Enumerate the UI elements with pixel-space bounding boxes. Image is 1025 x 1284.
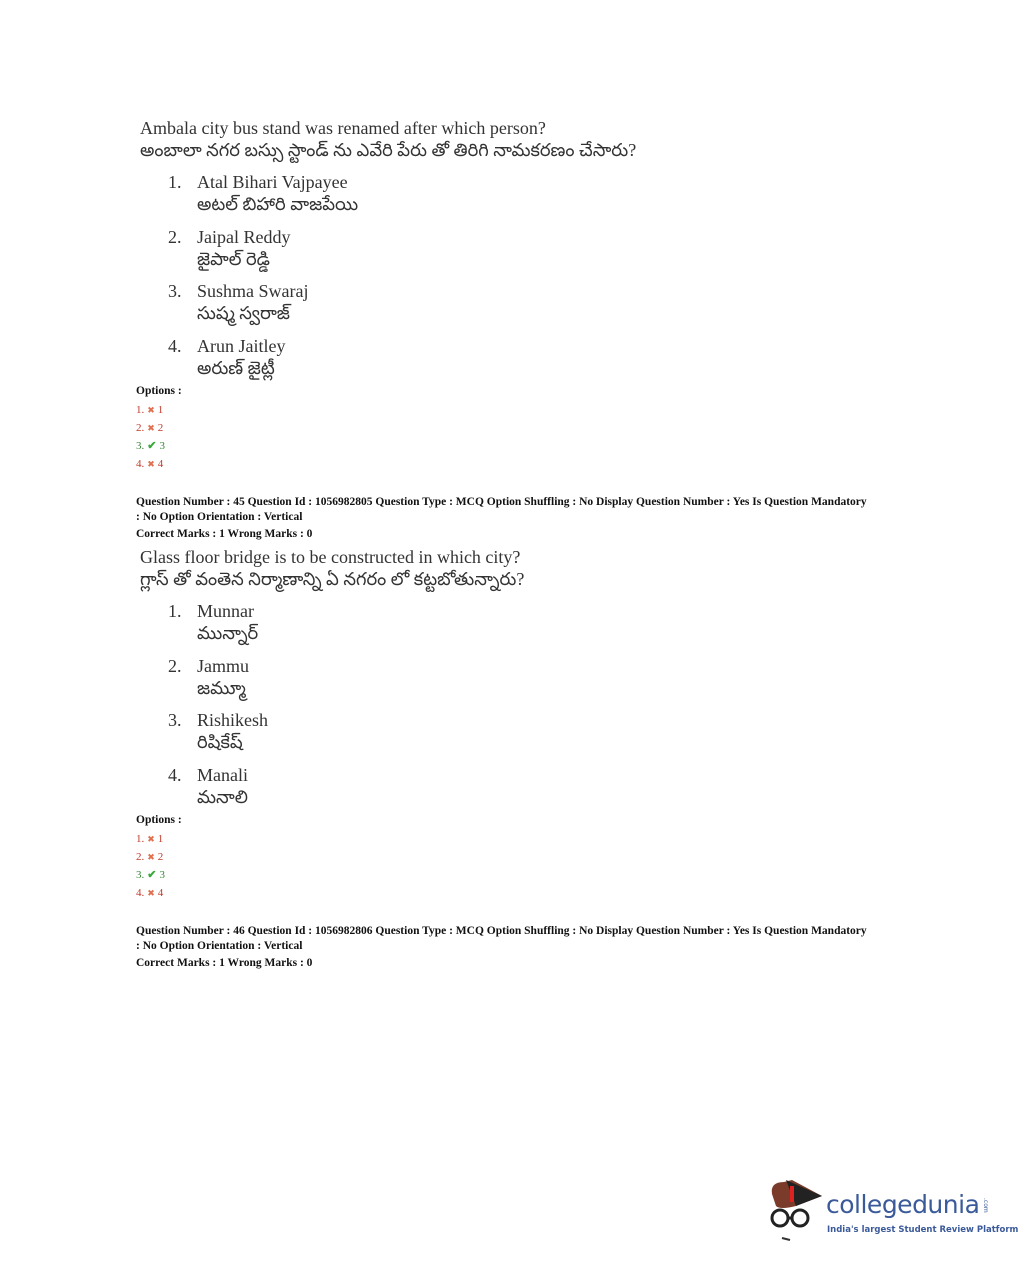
question-text-telugu: గ్లాస్ తో వంతెన నిర్మాణాన్ని ఏ నగరం లో కట్టబోతున్నారు? [140, 569, 525, 589]
metadata-line: : No Option Orientation : Vertical [136, 511, 303, 523]
option-text-english: Atal Bihari Vajpayee [197, 172, 348, 192]
answer-value: 1 [157, 833, 164, 845]
answer-number: 1. [136, 404, 145, 416]
option-item [168, 600, 258, 644]
question-metadata [136, 924, 906, 971]
cross-icon: ✖ [147, 405, 155, 415]
metadata-line: : No Option Orientation : Vertical [136, 940, 303, 952]
option-text-telugu: రిషికేష్ [197, 732, 243, 752]
question-text [140, 546, 524, 590]
question-text [140, 117, 636, 161]
answer-number: 4. [136, 887, 145, 899]
option-number: 4. [168, 335, 182, 356]
cross-icon: ✖ [147, 852, 155, 862]
option-text-telugu: సుష్మ స్వరాజ్ [197, 303, 290, 323]
metadata-line: Correct Marks : 1 Wrong Marks : 0 [136, 528, 313, 540]
metadata-line: Correct Marks : 1 Wrong Marks : 0 [136, 957, 313, 969]
option-text-telugu: జైపాల్ రెడ్డి [197, 248, 270, 269]
question-text-english: Ambala city bus stand was renamed after which person? [140, 118, 546, 138]
option-text-telugu: అటల్ బిహారి వాజపేయి [197, 194, 359, 214]
cross-icon: ✖ [147, 888, 155, 898]
option-text-english: Jammu [197, 655, 249, 676]
option-number: 4. [168, 764, 182, 785]
question-text-telugu: అంబాలా నగర బస్సు స్టాండ్ ను ఎవేరి పేరు తో తిరిగి నామకరణం చేసారు? [140, 140, 637, 160]
answer-option [136, 848, 163, 866]
answer-value: 3 [159, 440, 165, 452]
option-text-english: Rishikesh [197, 710, 269, 730]
option-item [168, 335, 285, 379]
answer-option [136, 401, 163, 419]
mascot-icon [766, 1176, 824, 1242]
cross-icon: ✖ [147, 459, 155, 469]
option-item [168, 171, 358, 215]
option-number: 3. [168, 281, 182, 301]
option-item [168, 280, 309, 324]
metadata-line: Question Number : 46 Question Id : 1056982806 Question Type : MCQ Option Shuffling : No Display Question Number : Yes Is Question Mandatory [136, 925, 867, 937]
check-icon: ✔ [147, 440, 157, 452]
answer-value: 2 [157, 422, 164, 434]
answer-value: 2 [157, 851, 164, 863]
answer-number: 2. [136, 422, 145, 434]
answer-option [136, 437, 165, 455]
logo-name: collegedunia [826, 1190, 980, 1219]
answer-number: 1. [136, 833, 145, 845]
option-text-telugu: అరుణ్ జైట్లీ [197, 357, 275, 378]
answer-option [136, 830, 163, 848]
option-number: 1. [168, 601, 182, 621]
options-label: Options : [136, 814, 182, 826]
option-item [168, 655, 249, 699]
answer-option [136, 419, 163, 437]
cross-icon: ✖ [147, 834, 155, 844]
cross-icon: ✖ [147, 423, 155, 433]
logo-tagline: India's largest Student Review Platform [827, 1225, 1019, 1235]
check-icon: ✔ [147, 869, 157, 881]
answer-value: 3 [159, 869, 165, 881]
option-text-english: Arun Jaitley [197, 335, 286, 356]
options-label: Options : [136, 385, 182, 397]
answer-number: 3. [136, 440, 145, 452]
option-item [168, 709, 268, 753]
answer-number: 3. [136, 869, 145, 881]
option-text-english: Jaipal Reddy [197, 226, 291, 247]
option-number: 2. [168, 655, 182, 676]
answer-number: 4. [136, 458, 145, 470]
answer-value: 1 [157, 404, 164, 416]
option-text-telugu: మనాలి [197, 786, 248, 807]
question-metadata [136, 495, 906, 542]
option-number: 3. [168, 710, 182, 730]
question-text-english: Glass floor bridge is to be constructed in which city? [140, 547, 521, 567]
option-text-english: Sushma Swaraj [197, 281, 309, 301]
logo-suffix: .com [982, 1198, 989, 1213]
option-text-telugu: మున్నార్ [197, 623, 259, 643]
answer-value: 4 [157, 458, 164, 470]
option-text-telugu: జమ్మూ [197, 677, 246, 698]
option-number: 1. [168, 172, 182, 192]
option-text-english: Manali [197, 764, 248, 785]
option-number: 2. [168, 226, 182, 247]
option-item [168, 764, 248, 808]
collegedunia-logo [766, 1176, 1019, 1246]
option-text-english: Munnar [197, 601, 254, 621]
answer-number: 2. [136, 851, 145, 863]
metadata-line: Question Number : 45 Question Id : 1056982805 Question Type : MCQ Option Shuffling : No Display Question Number : Yes Is Question Mandatory [136, 496, 867, 508]
answer-option [136, 884, 163, 902]
answer-value: 4 [157, 887, 164, 899]
option-item [168, 226, 290, 270]
answer-option [136, 866, 165, 884]
answer-option [136, 455, 163, 473]
